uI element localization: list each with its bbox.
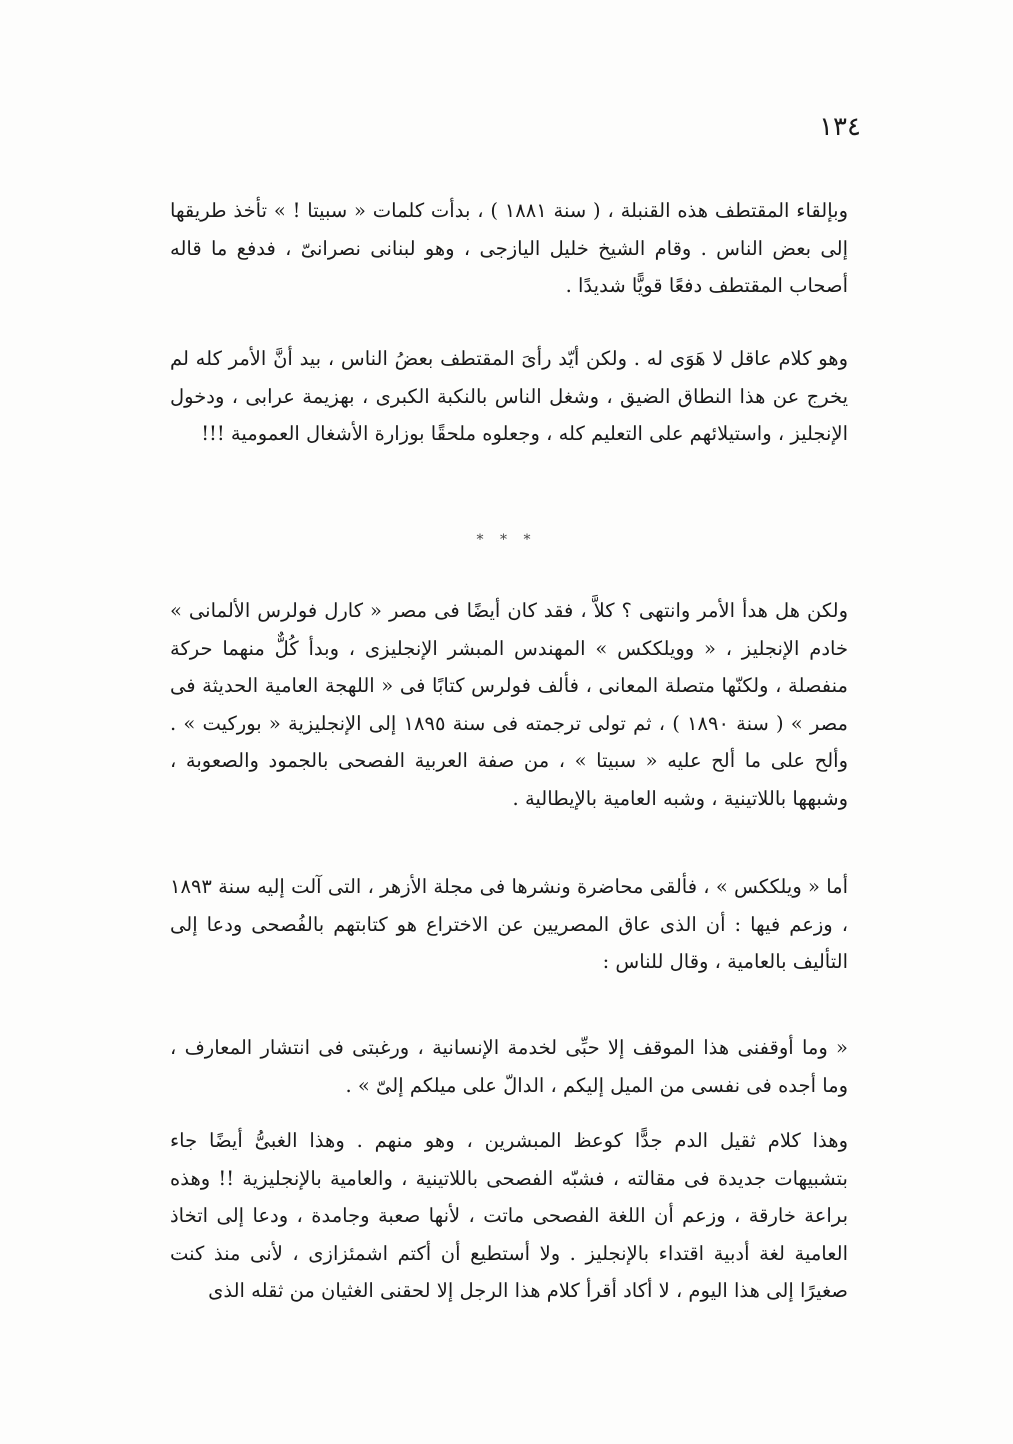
paragraph-text: ولكن هل هدأ الأمر وانتهى ؟ كلاَّ ، فقد كان أيضًا فى مصر « كارل فولرس الألمانى » خادم الإنجليز ، « وويلككس » المهندس المبشر الإنجليزى ، وبدأ كُلٌّ منهما حركة منفصلة ، ولكنّها متصلة المعانى ، فألف فولرس كتابًا فى « اللهجة العامية الحديثة فى مصر » ( سنة ١٨٩٠ ) ، ثم تولى ترجمته فى سنة ١٨٩٥ إلى الإنجليزية « بوركيت » . وألح على ما ألح عليه « سبيتا » ، من صفة العربية الفصحى بالجمود والصعوبة ، وشبهها باللاتينية ، وشبه العامية بالإيطالية . — [170, 599, 848, 810]
paragraph-3 — [170, 592, 848, 817]
paragraph-1 — [170, 192, 848, 305]
paragraph-text: وبإلقاء المقتطف هذه القنبلة ، ( سنة ١٨٨١ ) ، بدأت كلمات « سبيتا ! » تأخذ طريقها إلى بعض الناس . وقام الشيخ خليل اليازجى ، وهو لبنانى نصرانىّ ، فدفع ما قاله أصحاب المقتطف دفعًا قويًّا شديدًا . — [170, 199, 848, 297]
paragraph-text: وهو كلام عاقل لا هَوَى له . ولكن أيّد رأىَ المقتطف بعضُ الناس ، بيد أنَّ الأمر كله لم يخرج عن هذا النطاق الضيق ، وشغل الناس بالنكبة الكبرى ، بهزيمة عرابى ، ودخول الإنجليز ، واستيلائهم على التعليم كله ، وجعلوه ملحقًا بوزارة الأشغال العمومية !!! — [170, 347, 848, 445]
paragraph-4 — [170, 868, 848, 981]
quotation — [170, 1029, 848, 1104]
paragraph-2 — [170, 340, 848, 453]
quotation-text: « وما أوقفنى هذا الموقف إلا حبِّى لخدمة الإنسانية ، ورغبتى فى انتشار المعارف ، وما أجده فى نفسى من الميل إليكم ، الدالّ على ميلكم إلىّ » . — [170, 1036, 848, 1097]
paragraph-text: وهذا كلام ثقيل الدم جدًّا كوعظ المبشرين ، وهو منهم . وهذا الغبىُّ أيضًا جاء بتشبيهات جديدة فى مقالته ، فشبّه الفصحى باللاتينية ، والعامية بالإنجليزية !! وهذه براعة خارقة ، وزعم أن اللغة الفصحى ماتت ، لأنها صعبة وجامدة ، ودعا إلى اتخاذ العامية لغة أدبية اقتداء بالإنجليز . ولا أستطيع أن أكتم اشمئزازى ، لأنى منذ كنت صغيرًا إلى هذا اليوم ، لا أكاد أقرأ كلام هذا الرجل إلا لحقنى الغثيان من ثقله الذى — [170, 1129, 848, 1302]
paragraph-6 — [170, 1122, 848, 1310]
page-number: ١٣٤ — [819, 112, 861, 142]
paragraph-text: أما « ويلككس » ، فألقى محاضرة ونشرها فى مجلة الأزهر ، التى آلت إليه سنة ١٨٩٣ ، وزعم فيها : أن الذى عاق المصريين عن الاختراع هو كتابتهم بالفُصحى ودعا إلى التأليف بالعامية ، وقال للناس : — [170, 875, 848, 973]
section-separator: * * * — [476, 532, 537, 548]
